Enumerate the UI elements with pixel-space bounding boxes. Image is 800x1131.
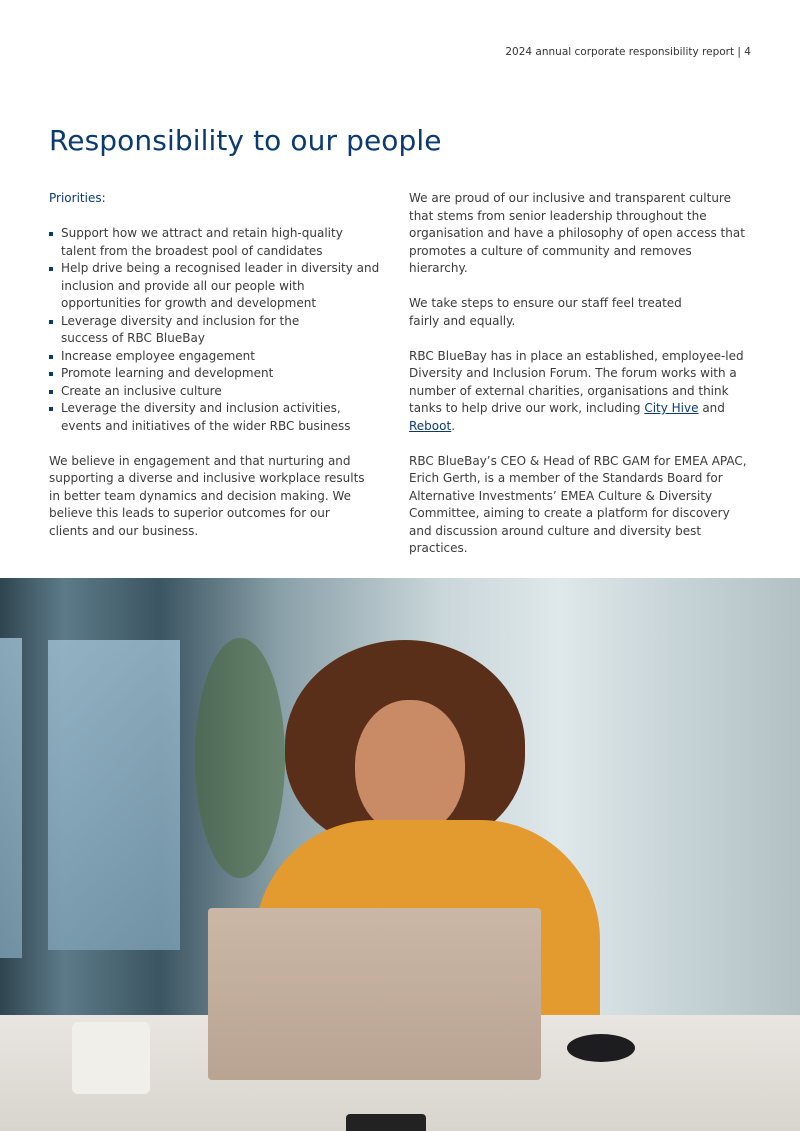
list-item: Promote learning and development <box>49 365 379 383</box>
and-text: and <box>698 401 725 415</box>
city-hive-link[interactable]: City Hive <box>644 401 699 415</box>
person-face <box>355 700 465 835</box>
priorities-label: Priorities: <box>49 191 106 205</box>
phone <box>346 1114 426 1131</box>
left-column <box>49 190 379 558</box>
list-item: Support how we attract and retain high-quality talent from the broadest pool of candidates <box>49 225 373 260</box>
priorities-list <box>49 225 379 435</box>
plant <box>195 638 285 878</box>
window <box>0 638 22 958</box>
mouse <box>567 1034 635 1062</box>
laptop <box>208 908 541 1080</box>
list-item: Create an inclusive culture <box>49 383 379 401</box>
ceo-paragraph: RBC BlueBay’s CEO & Head of RBC GAM for EMEA APAC, Erich Gerth, is a member of the Standards Board for Alternative Investments’ EMEA Culture & Diversity Committee, aiming to create a platform for discovery and discussion around culture and diversity best practices. <box>409 453 747 555</box>
cup <box>72 1022 150 1094</box>
reboot-link[interactable]: Reboot <box>409 418 452 433</box>
culture-paragraph: We are proud of our inclusive and transparent culture that stems from senior leadership throughout the organisation and have a philosophy of open access that promotes a culture of community and removes hierarchy. <box>409 191 745 275</box>
running-header: 2024 annual corporate responsibility report | 4 <box>505 46 751 58</box>
list-item: Leverage diversity and inclusion for the success of RBC BlueBay <box>49 313 346 348</box>
engagement-paragraph: We believe in engagement and that nurturing and supporting a diverse and inclusive workplace results in better team dynamics and decision making. We believe this leads to superior outcomes for our clients and our business. <box>49 453 365 538</box>
forum-paragraph <box>409 348 754 436</box>
list-item: Leverage the diversity and inclusion activities, events and initiatives of the wider RBC business <box>49 400 376 435</box>
fairness-paragraph: We take steps to ensure our staff feel treated fairly and equally. <box>409 296 682 328</box>
list-item: Increase employee engagement <box>49 348 379 366</box>
forum-text: RBC BlueBay has in place an established, employee-led Diversity and Inclusion Forum. The forum works with a number of external charities, organisations and think tanks to help drive our work, including <box>409 348 744 415</box>
period-text: . <box>451 418 456 433</box>
list-item: Help drive being a recognised leader in diversity and inclusion and provide all our people with opportunities for growth and development <box>49 260 381 313</box>
right-column <box>409 190 754 575</box>
window <box>48 640 180 950</box>
page-title: Responsibility to our people <box>49 124 442 157</box>
office-photo <box>0 578 800 1131</box>
